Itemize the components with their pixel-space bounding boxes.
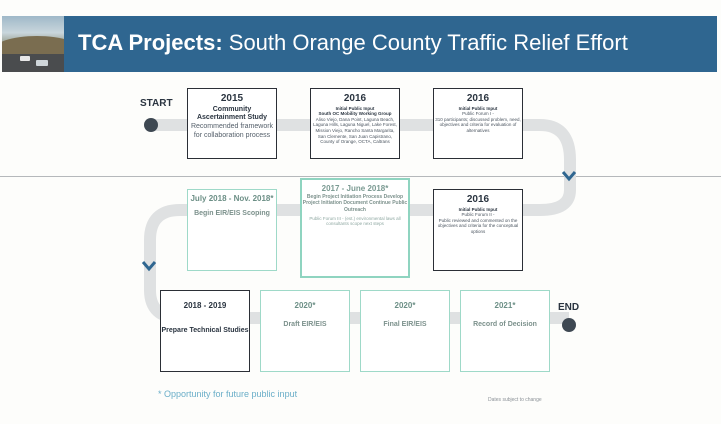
milestone-year: July 2018 - Nov. 2018* bbox=[190, 194, 274, 203]
title-strong: TCA Projects: bbox=[78, 30, 223, 55]
milestone-title: Community Ascertainment Study bbox=[196, 105, 268, 122]
milestone-text: Final EIR/EIS bbox=[383, 321, 427, 328]
milestone-year: 2016 bbox=[466, 93, 490, 104]
milestone-2017-2018 bbox=[300, 178, 410, 278]
milestone-year: 2017 - June 2018* bbox=[321, 184, 389, 193]
milestone-2018-2019 bbox=[160, 290, 250, 372]
milestone-sub: Public Forum III - (est.) environmental laws all consultants scope next steps bbox=[309, 215, 401, 227]
milestone-year: 2021* bbox=[494, 301, 516, 310]
milestone-title: Initial Public Input bbox=[458, 105, 498, 111]
milestone-record-decision bbox=[460, 290, 550, 372]
milestone-2016-c bbox=[433, 189, 523, 271]
end-dot bbox=[562, 318, 576, 332]
milestone-title: Initial Public Input bbox=[335, 105, 375, 111]
milestone-sub: Public Forum II - bbox=[461, 212, 495, 218]
milestone-final-eir bbox=[360, 290, 450, 372]
milestone-text: Draft EIR/EIS bbox=[283, 321, 327, 328]
milestone-2016-a bbox=[310, 88, 400, 159]
start-label: START bbox=[140, 98, 173, 109]
title-rest: South Orange County Traffic Relief Effort bbox=[222, 30, 628, 55]
milestone-text: Record of Decision bbox=[473, 321, 537, 328]
milestone-sub: South OC Mobility Working Group bbox=[318, 111, 392, 117]
milestone-text: Public reviewed and commented on the objectives and criteria for the conceptual options bbox=[437, 217, 519, 234]
milestone-year: 2016 bbox=[343, 93, 367, 104]
milestone-text: Recommended framework for collaboration process bbox=[190, 123, 274, 139]
milestone-2016-b bbox=[433, 88, 523, 159]
milestone-year: 2018 - 2019 bbox=[183, 301, 227, 310]
milestone-title: Initial Public Input bbox=[458, 206, 498, 212]
milestone-2018-scoping bbox=[187, 189, 277, 271]
date-note: Dates subject to change bbox=[488, 397, 542, 403]
milestone-year: 2016 bbox=[466, 194, 490, 205]
milestone-sub: Public Forum I - bbox=[462, 111, 494, 117]
milestone-year: 2020* bbox=[294, 301, 316, 310]
start-dot bbox=[144, 118, 158, 132]
end-label: END bbox=[558, 302, 580, 313]
milestone-draft-eir bbox=[260, 290, 350, 372]
milestone-year: 2020* bbox=[394, 301, 416, 310]
milestone-text: Prepare Technical Studies bbox=[161, 327, 249, 334]
milestone-year: 2015 bbox=[220, 93, 244, 104]
milestone-2015 bbox=[187, 88, 277, 159]
milestone-text: 310 participants; discussed problem, need, objectives and criteria for evaluation of alternatives bbox=[435, 116, 521, 133]
milestone-text: Aliso Viejo, Dana Point, Laguna Beach, Laguna Hills, Laguna Niguel, Lake Forest, Mission Viejo, Rancho Santa Margarita, San Clemente, San Juan Capistrano, County of Orange, OCTA, Caltrans bbox=[313, 116, 397, 145]
milestone-text: Begin Project Initiation Process Develop Project Initiation Document Continue Public Outreach bbox=[302, 194, 408, 213]
milestone-text: Begin EIR/EIS Scoping bbox=[194, 210, 270, 217]
footnote: * Opportunity for future public input bbox=[158, 389, 298, 399]
